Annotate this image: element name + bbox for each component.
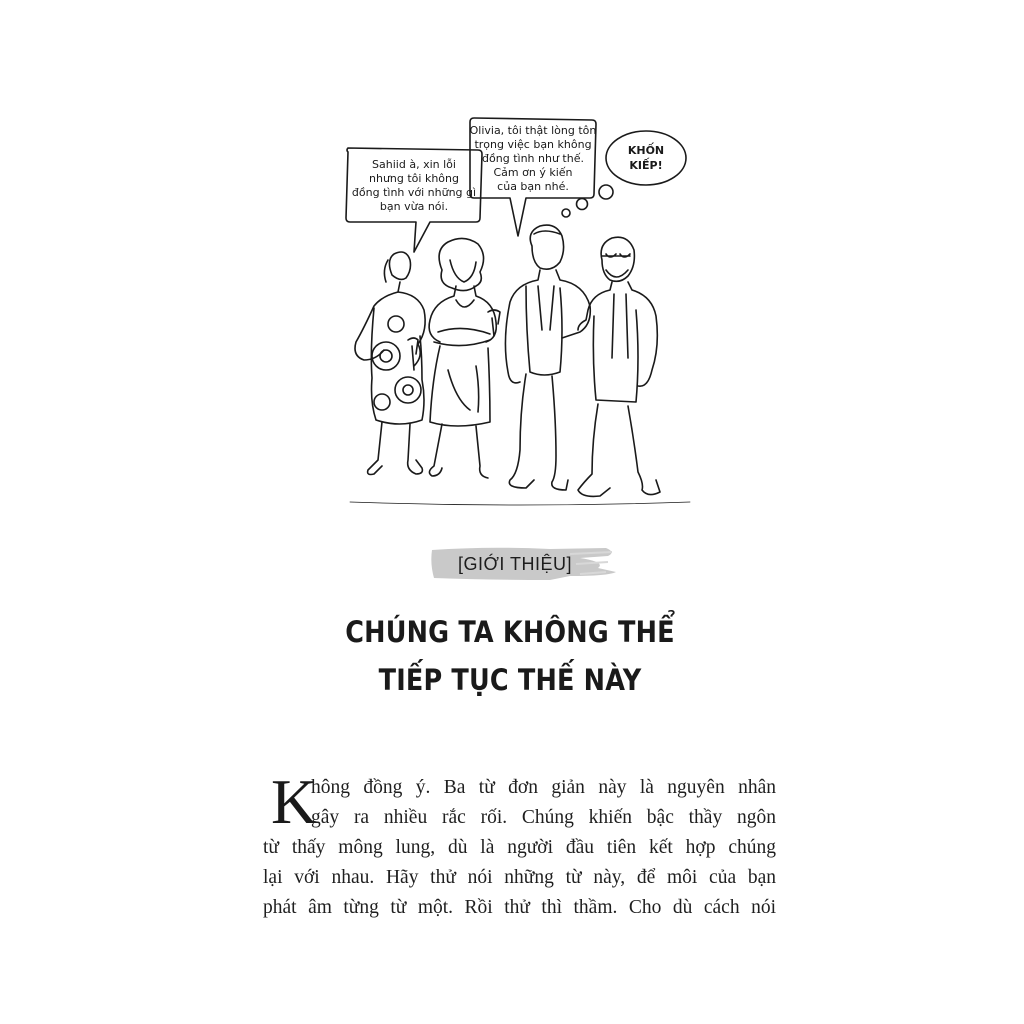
bubble-middle-line-1: Olivia, tôi thật lòng tôn: [469, 124, 597, 137]
section-label: [430, 546, 620, 582]
section-label-text: [GIỚI THIỆU]: [457, 554, 573, 574]
chapter-title-line-2: TIẾP TỤC THẾ NÀY: [378, 663, 642, 697]
body-line-4: lại với nhau. Hãy thử nói những từ này, để môi của bạn: [263, 867, 776, 888]
thought-bubble: [606, 131, 686, 185]
speech-bubble-left-text: [352, 158, 476, 213]
thought-line-1: KHỐN: [627, 144, 665, 157]
chapter-title: [237, 608, 783, 704]
bubble-left-line-4: bạn vừa nói.: [379, 200, 449, 213]
bubble-middle-line-5: của bạn nhé.: [497, 180, 569, 193]
body-line-2: gây ra nhiều rắc rối. Chúng khiến bậc thầy ngôn: [311, 807, 776, 828]
body-line-3: từ thấy mông lung, dù là người đầu tiên kết hợp chúng: [263, 837, 776, 858]
figure-man-right: [578, 237, 660, 496]
bubble-left-line-1: Sahiid à, xin lỗi: [372, 158, 456, 171]
body-paragraph: [263, 773, 776, 923]
bubble-left-line-3: đồng tình với những gì: [351, 186, 477, 199]
thought-bubble-text: [628, 142, 664, 172]
bubble-middle-line-3: đồng tình như thế.: [482, 152, 584, 165]
body-line-1: hông đồng ý. Ba từ đơn giản này là nguyên nhân: [311, 777, 776, 798]
speech-bubble-middle-text: [470, 124, 597, 193]
drop-cap: K: [271, 766, 318, 837]
bubble-middle-line-4: Cảm ơn ý kiến: [493, 166, 573, 179]
bubble-left-line-2: nhưng tôi không: [369, 172, 459, 185]
bubble-middle-line-2: trọng việc bạn không: [474, 138, 592, 151]
body-line-5: phát âm từng từ một. Rồi thử thì thầm. Cho dù cách nói: [263, 897, 776, 918]
figure-woman-curly: [429, 238, 500, 478]
conversation-illustration: [330, 110, 710, 530]
chapter-title-line-1: CHÚNG TA KHÔNG THỂ: [345, 615, 675, 649]
figure-man-center: [505, 225, 590, 490]
figure-woman-left: [355, 252, 425, 475]
thought-line-2: KIẾP!: [629, 159, 663, 172]
